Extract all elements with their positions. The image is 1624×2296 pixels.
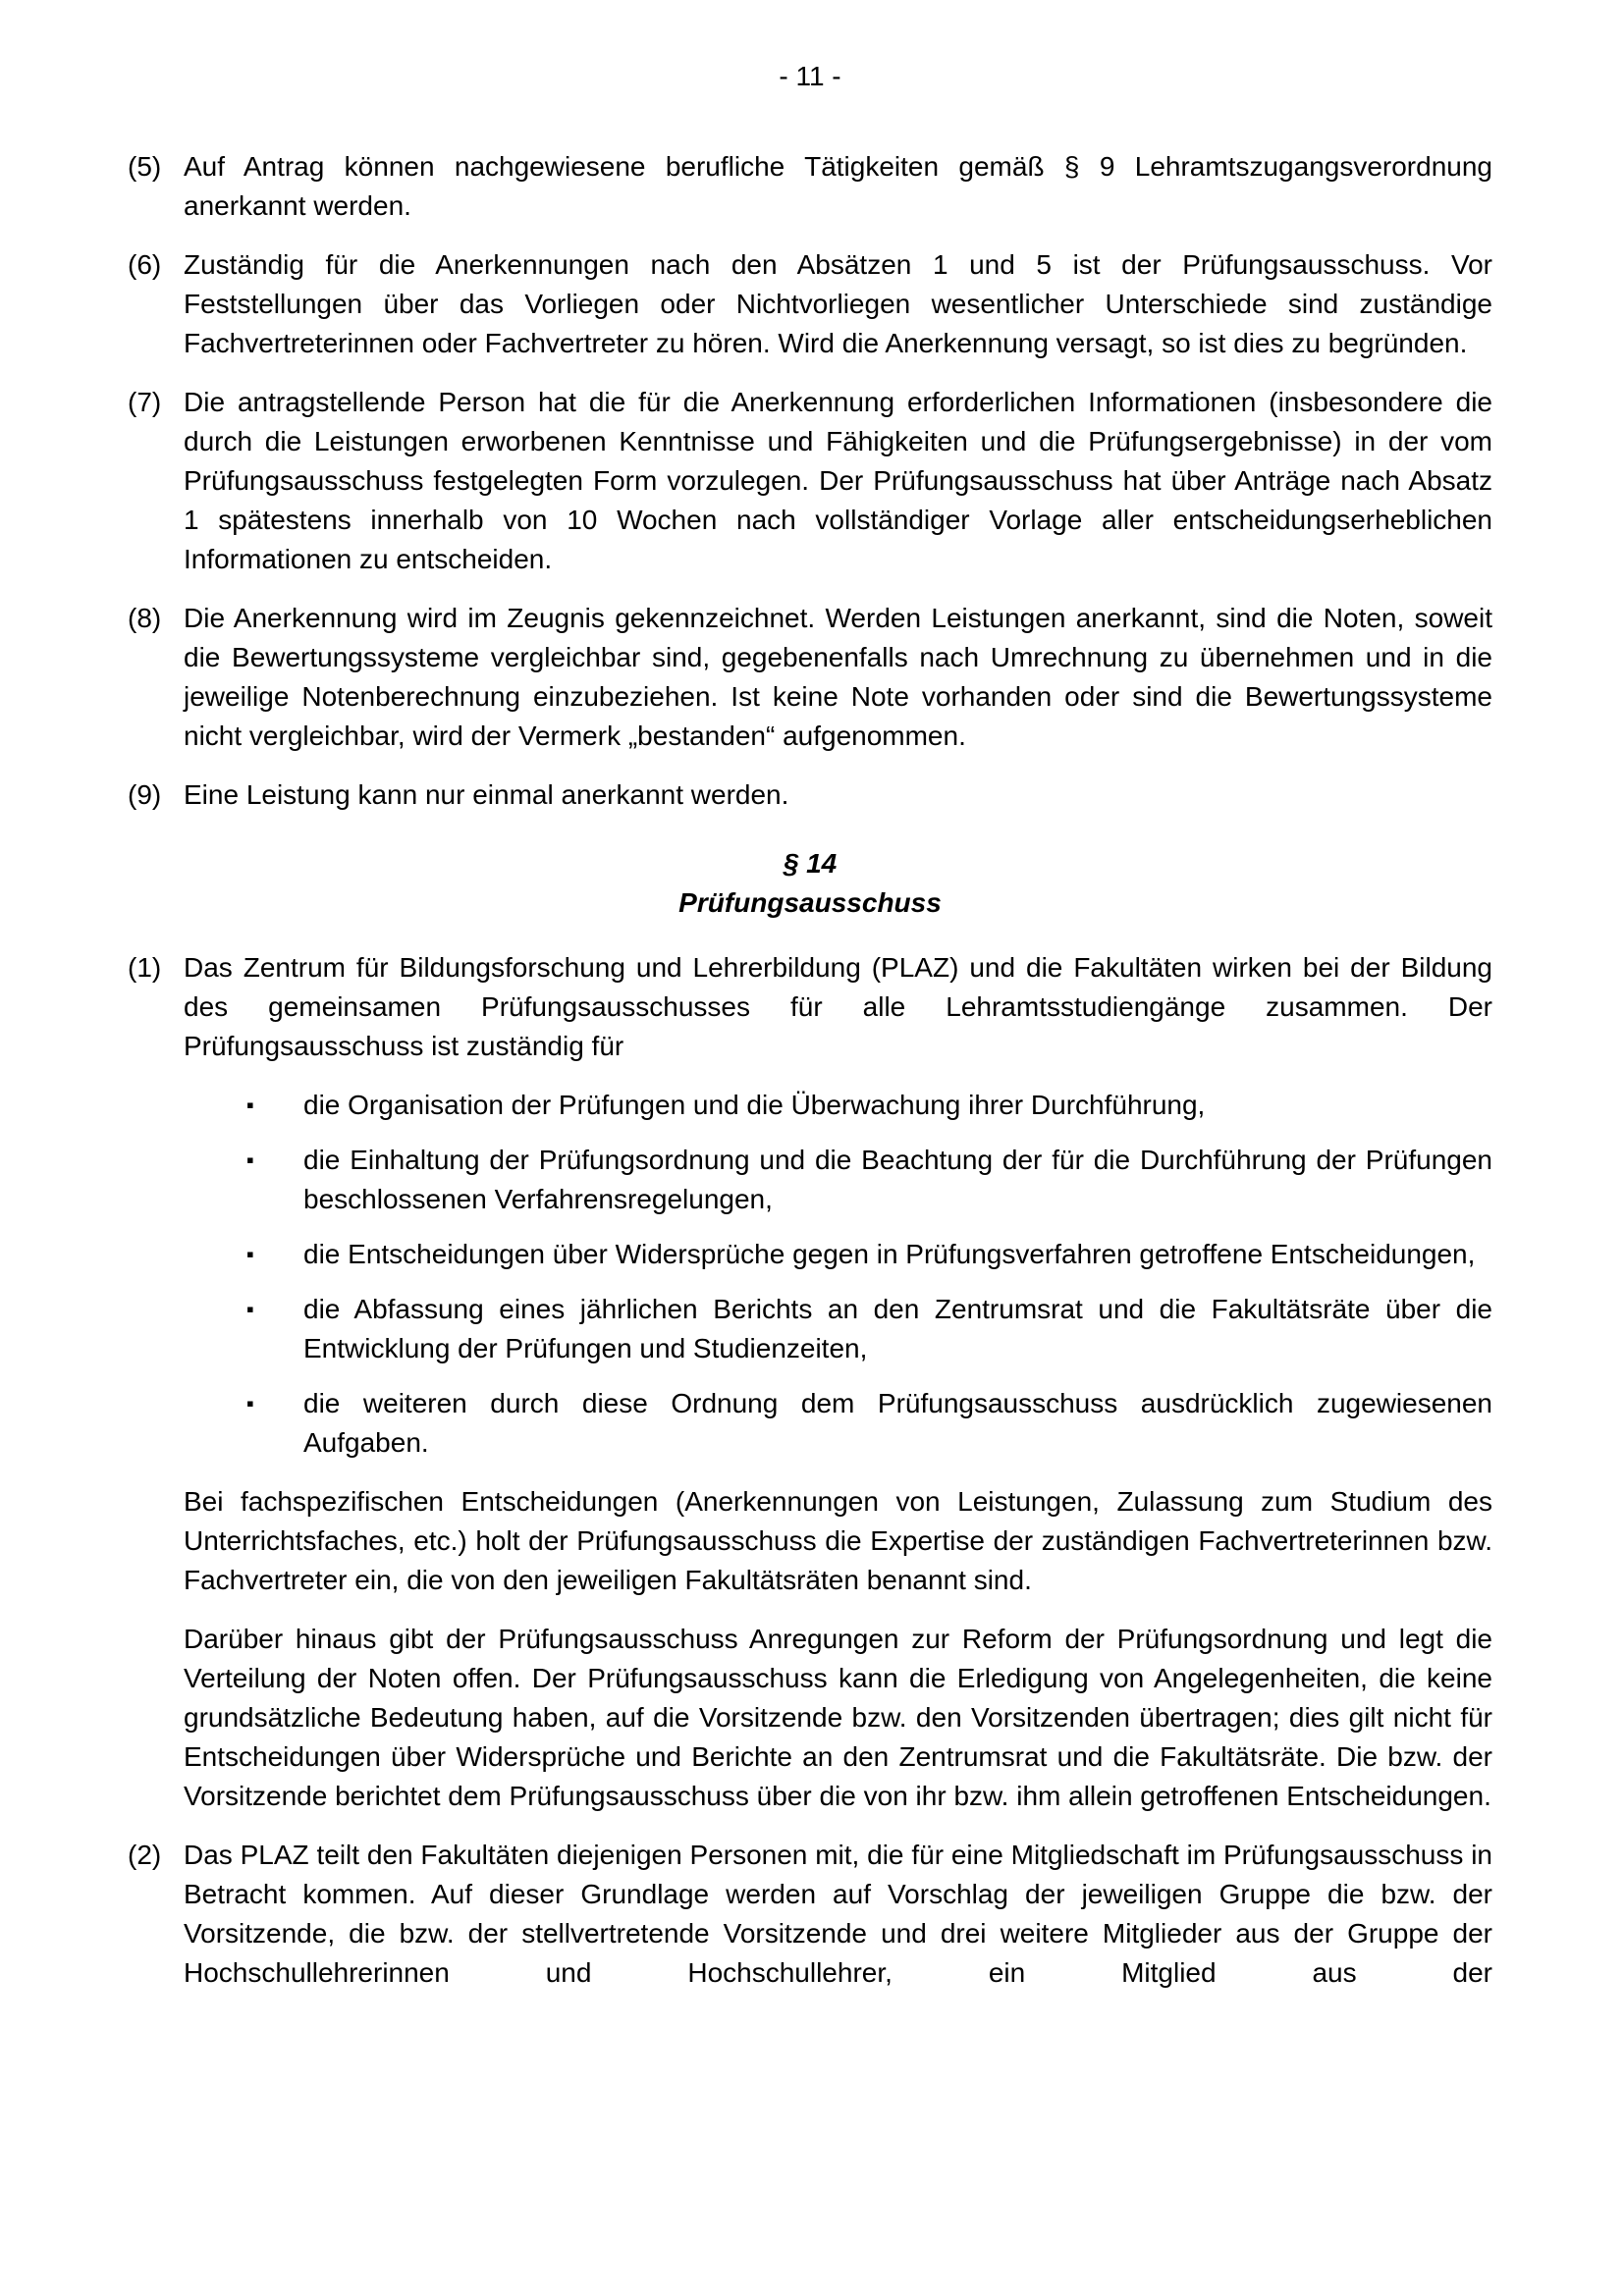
bullet-square-icon: ▪: [246, 1148, 254, 1172]
paragraph-1: [128, 948, 1492, 1816]
section-number: § 14: [783, 848, 838, 879]
bullet-square-icon: ▪: [246, 1093, 254, 1117]
paragraph-2-text: Das PLAZ teilt den Fakultäten diejenigen Personen mit, die für eine Mitgliedschaft im Prüfungsausschuss in Betracht kommen. Auf dieser Grundlage werden auf Vorschlag der jeweiligen Gruppe die bzw. der Vorsitzende, die bzw. der stellvertretende Vorsitzende und drei weitere Mitglieder aus der Gruppe der Hochschullehrerinnen und Hochschullehrer, ein Mitglied aus der: [184, 1840, 1492, 1988]
paragraph-2: [128, 1836, 1492, 1993]
list-item: [246, 1290, 1492, 1368]
paragraph-1-label: (1): [128, 952, 162, 983]
page-number: - 11 -: [779, 61, 841, 91]
bullet-text: die weiteren durch diese Ordnung dem Prüfungsausschuss ausdrücklich zugewiesenen Aufgaben.: [303, 1388, 1492, 1458]
list-item: [246, 1235, 1492, 1274]
paragraph-1-intro: Das Zentrum für Bildungsforschung und Lehrerbildung (PLAZ) und die Fakultäten wirken bei der Bildung des gemeinsamen Prüfungsausschusses für alle Lehramtsstudiengänge zusammen. Der Prüfungsausschuss ist zuständig für: [184, 952, 1492, 1061]
paragraph-7: [128, 383, 1492, 579]
bullet-text: die Organisation der Prüfungen und die Überwachung ihrer Durchführung,: [303, 1090, 1206, 1120]
list-item: [246, 1141, 1492, 1219]
list-item: [246, 1384, 1492, 1463]
paragraph-7-label: (7): [128, 387, 162, 417]
section-heading: [128, 844, 1492, 923]
paragraph-7-text: Die antragstellende Person hat die für die Anerkennung erforderlichen Informationen (insbesondere die durch die Leistungen erworbenen Kenntnisse und Fähigkeiten und die Prüfungsergebnisse) in der vom Prüfungsausschuss festgelegten Form vorzulegen. Der Prüfungsausschuss hat über Anträge nach Absatz 1 spätestens innerhalb von 10 Wochen nach vollständiger Vorlage aller entscheidungserheblichen Informationen zu entscheiden.: [184, 387, 1492, 574]
bullet-text: die Entscheidungen über Widersprüche gegen in Prüfungsverfahren getroffene Entscheidungen,: [303, 1239, 1476, 1269]
paragraph-9: [128, 775, 1492, 815]
bullet-text: die Einhaltung der Prüfungsordnung und die Beachtung der für die Durchführung der Prüfungen beschlossenen Verfahrensregelungen,: [303, 1145, 1492, 1214]
paragraph-2-label: (2): [128, 1840, 162, 1870]
bullet-square-icon: ▪: [246, 1391, 254, 1415]
paragraph-6-label: (6): [128, 249, 162, 280]
paragraph-8: [128, 599, 1492, 756]
paragraph-8-text: Die Anerkennung wird im Zeugnis gekennzeichnet. Werden Leistungen anerkannt, sind die Noten, soweit die Bewertungssysteme vergleichbar sind, gegebenenfalls nach Umrechnung zu übernehmen und in die jeweilige Notenberechnung einzubeziehen. Ist keine Note vorhanden oder sind die Bewertungssysteme nicht vergleichbar, wird der Vermerk „bestanden“ aufgenommen.: [184, 603, 1492, 751]
paragraph-9-label: (9): [128, 779, 162, 810]
paragraph-5-text: Auf Antrag können nachgewiesene berufliche Tätigkeiten gemäß § 9 Lehramtszugangsverordnung anerkannt werden.: [184, 151, 1492, 221]
list-item: [246, 1086, 1492, 1125]
bullet-square-icon: ▪: [246, 1297, 254, 1321]
paragraph-1-continuation-2: Darüber hinaus gibt der Prüfungsausschuss Anregungen zur Reform der Prüfungsordnung und legt die Verteilung der Noten offen. Der Prüfungsausschuss kann die Erledigung von Angelegenheiten, die keine grundsätzliche Bedeutung haben, auf die Vorsitzende bzw. den Vorsitzenden übertragen; dies gilt nicht für Entscheidungen über Widersprüche und Berichte an den Zentrumsrat und die Fakultätsräte. Die bzw. der Vorsitzende berichtet dem Prüfungsausschuss über die von ihr bzw. ihm allein getroffenen Entscheidungen.: [184, 1624, 1492, 1811]
paragraph-6: [128, 245, 1492, 363]
section-title: Prüfungsausschuss: [678, 887, 942, 918]
bullet-square-icon: ▪: [246, 1242, 254, 1266]
paragraph-5: [128, 147, 1492, 226]
paragraph-6-text: Zuständig für die Anerkennungen nach den Absätzen 1 und 5 ist der Prüfungsausschuss. Vor Feststellungen über das Vorliegen oder Nichtvorliegen wesentlicher Unterschiede sind zuständige Fachvertreterinnen oder Fachvertreter zu hören. Wird die Anerkennung versagt, so ist dies zu begründen.: [184, 249, 1492, 358]
bullet-list: [246, 1086, 1492, 1463]
paragraph-5-label: (5): [128, 151, 162, 182]
paragraph-8-label: (8): [128, 603, 162, 633]
bullet-text: die Abfassung eines jährlichen Berichts an den Zentrumsrat und die Fakultätsräte über die Entwicklung der Prüfungen und Studienzeiten,: [303, 1294, 1492, 1363]
paragraph-1-continuation-1: Bei fachspezifischen Entscheidungen (Anerkennungen von Leistungen, Zulassung zum Studium des Unterrichtsfaches, etc.) holt der Prüfungsausschuss die Expertise der zuständigen Fachvertreterinnen bzw. Fachvertreter ein, die von den jeweiligen Fakultätsräten benannt sind.: [184, 1486, 1492, 1595]
paragraph-9-text: Eine Leistung kann nur einmal anerkannt werden.: [184, 779, 789, 810]
